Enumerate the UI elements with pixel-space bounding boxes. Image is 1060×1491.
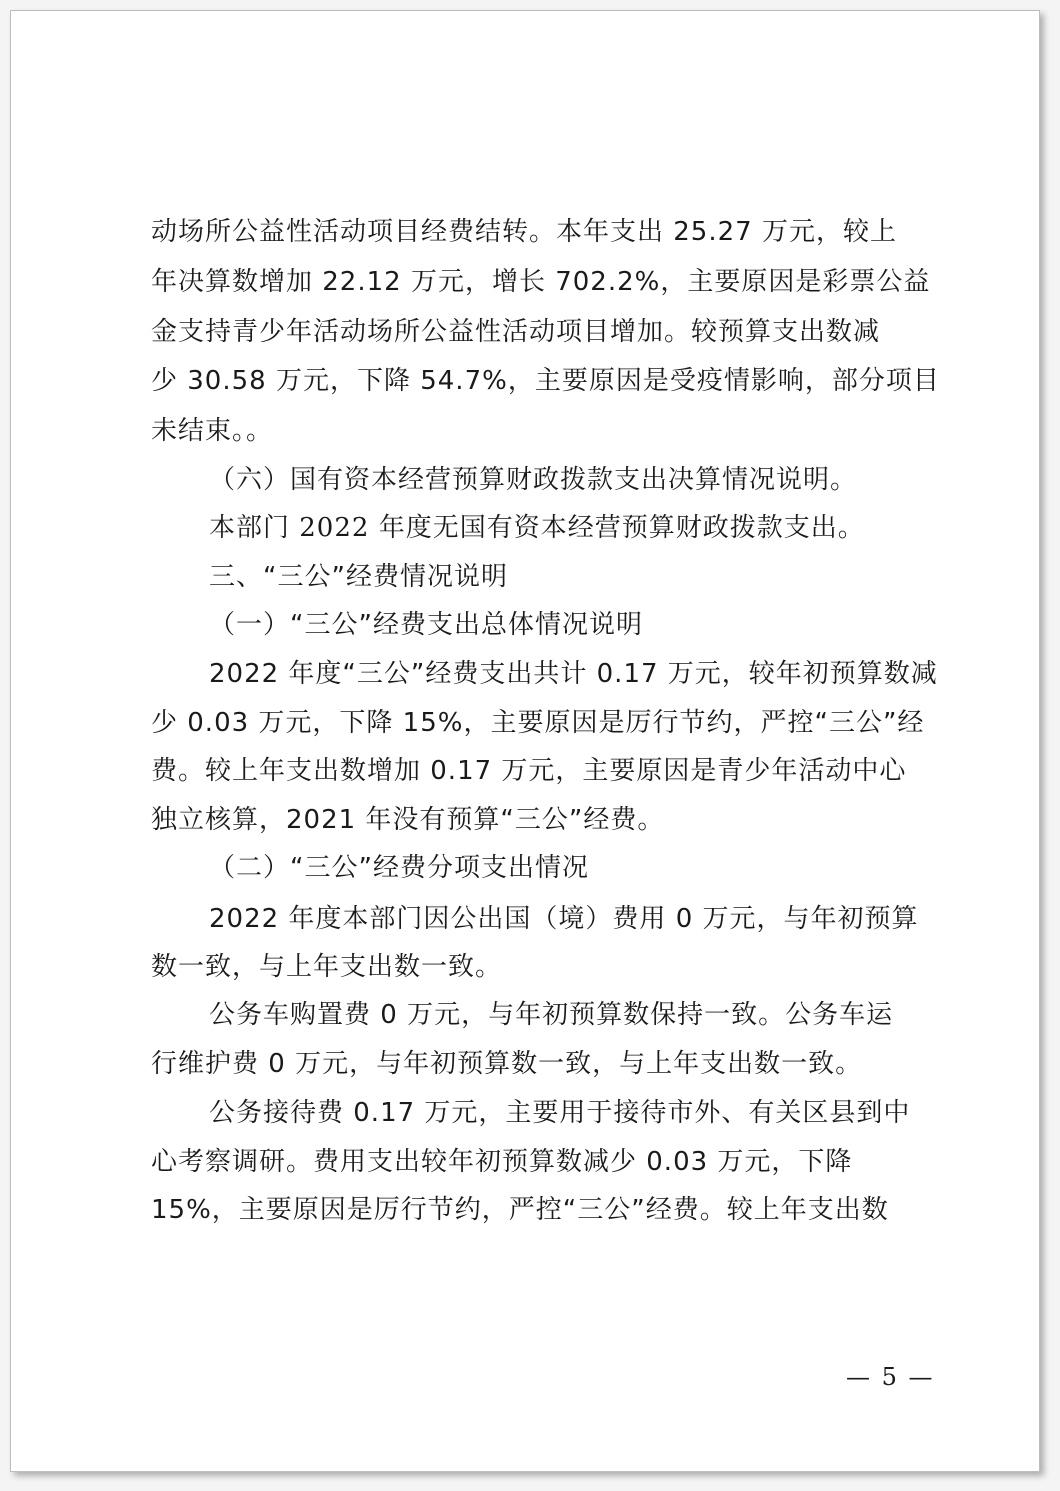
section-heading: （二）“三公”经费分项支出情况 — [209, 853, 589, 883]
body-line: 年决算数增加 22.12 万元，增长 702.2%，主要原因是彩票公益 — [151, 267, 931, 297]
body-line: 独立核算，2021 年没有预算“三公”经费。 — [151, 805, 665, 835]
body-line: 公务接待费 0.17 万元，主要用于接待市外、有关区县到中 — [209, 1098, 911, 1128]
body-line: 2022 年度本部门因公出国（境）费用 0 万元，与年初预算 — [209, 904, 919, 934]
body-line: 15%，主要原因是厉行节约，严控“三公”经费。较上年支出数 — [151, 1195, 889, 1225]
body-line: 数一致，与上年支出数一致。 — [151, 952, 503, 982]
page-number: — 5 — — [846, 1363, 935, 1391]
section-heading: 三、“三公”经费情况说明 — [209, 562, 508, 592]
section-heading: （一）“三公”经费支出总体情况说明 — [209, 610, 643, 640]
body-line: 心考察调研。费用支出较年初预算数减少 0.03 万元，下降 — [151, 1147, 853, 1177]
body-line: 少 0.03 万元，下降 15%，主要原因是厉行节约，严控“三公”经 — [151, 708, 925, 738]
body-line: 少 30.58 万元，下降 54.7%，主要原因是受疫情影响，部分项目 — [151, 366, 940, 396]
body-line: 金支持青少年活动场所公益性活动项目增加。较预算支出数减 — [151, 317, 881, 347]
document-page — [10, 10, 1040, 1472]
body-line: 未结束。。 — [151, 416, 274, 446]
body-line: 2022 年度“三公”经费支出共计 0.17 万元，较年初预算数减 — [209, 659, 938, 689]
body-line: 本部门 2022 年度无国有资本经营预算财政拨款支出。 — [209, 513, 865, 543]
section-heading: （六）国有资本经营预算财政拨款支出决算情况说明。 — [209, 465, 858, 495]
body-line: 费。较上年支出数增加 0.17 万元，主要原因是青少年活动中心 — [151, 756, 907, 786]
body-line: 公务车购置费 0 万元，与年初预算数保持一致。公务车运 — [209, 1000, 894, 1030]
body-line: 动场所公益性活动项目经费结转。本年支出 25.27 万元，较上 — [151, 217, 897, 247]
body-line: 行维护费 0 万元，与年初预算数一致，与上年支出数一致。 — [151, 1049, 863, 1079]
